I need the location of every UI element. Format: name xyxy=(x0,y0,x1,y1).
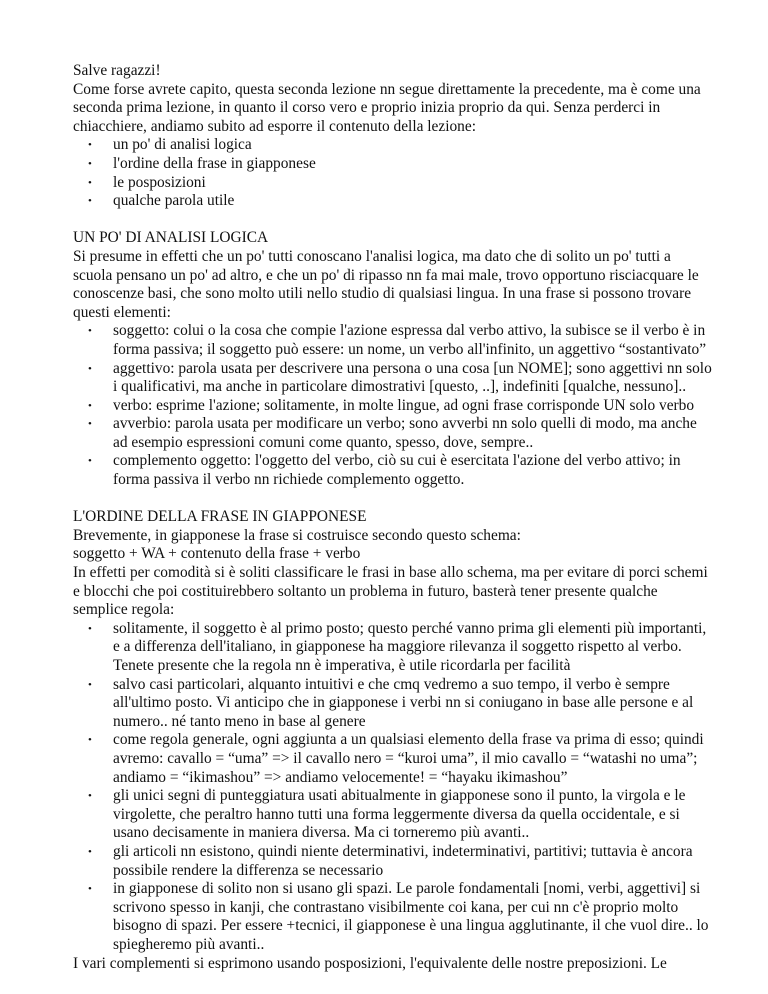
intro-paragraph: Come forse avrete capito, questa seconda lezione nn segue direttamente la precedente, ma è come una seconda prima lezione, in quanto il corso vero e proprio inizia proprio da qui. Senza perderci in chiacchiere, andiamo subito ad esporre il contenuto della lezione: xyxy=(73,80,701,135)
list-item: • l'ordine della frase in giapponese xyxy=(88,154,316,172)
list-item: • avverbio: parola usata per modificare un verbo; sono avverbi nn solo quelli di modo, ma anche ad esempio espressioni comuni come quanto, spesso, dove, sempre.. xyxy=(88,415,697,451)
list-item: • aggettivo: parola usata per descrivere una persona o una cosa [un NOME]; sono aggettivi nn solo i qualificativi, ma anche in particolare dimostrativi [questo, ..], indefiniti [qualche, nessuno].. xyxy=(88,359,712,396)
bullet-icon: • xyxy=(88,139,92,152)
bullet-icon: • xyxy=(88,622,92,635)
spacer xyxy=(73,490,713,509)
section-heading-ordine: L'ORDINE DELLA FRASE IN GIAPPONESE xyxy=(73,508,367,526)
bullet-icon: • xyxy=(88,455,92,468)
bullet-icon: • xyxy=(88,157,92,170)
list-item: • soggetto: colui o la cosa che compie l'azione espressa dal verbo attivo, la subisce se il verbo è in forma passiva; il soggetto può essere: un nome, un verbo all'infinito, un aggettivo “sostantivato” xyxy=(88,322,707,358)
bullet-icon: • xyxy=(88,362,92,375)
list-item: • complemento oggetto: l'oggetto del verbo, ciò su cui è esercitata l'azione del verbo attivo; in forma passiva il verbo nn richiede complemento oggetto. xyxy=(88,452,681,489)
lesson-contents-list xyxy=(73,136,713,210)
spacer xyxy=(73,211,713,230)
list-item: • qualche parola utile xyxy=(88,192,235,210)
list-item: • salvo casi particolari, alquanto intuitivi e che cmq vedremo a suo tempo, il verbo è sempre all'ultimo posto. Vi anticipo che in giapponese i verbi nn si coniugano in base alle persone e al numero.. né tanto meno in base al genere xyxy=(88,675,694,730)
section-heading-analisi: UN PO' DI ANALISI LOGICA xyxy=(73,229,269,247)
list-item: • in giapponese di solito non si usano gli spazi. Le parole fondamentali [nomi, verbi, aggettivi] si scrivono spesso in kanji, che contrastano visibilmente coi kana, per cui nn c'è proprio molto bisogno di spazi. Per essere +tecnici, il giapponese è una lingua agglutinante, il che vuol dire.. lo spiegheremo più avanti.. xyxy=(88,880,709,953)
bullet-icon: • xyxy=(88,399,92,412)
list-item: • gli unici segni di punteggiatura usati abitualmente in giapponese sono il punto, la virgola e le virgolette, che peraltro hanno tutti una forma leggermente diversa da quella occidentale, e si usano decisamente in maniera diversa. Ma ci torneremo più avanti.. xyxy=(88,787,686,842)
bullet-icon: • xyxy=(88,883,92,896)
list-item: • come regola generale, ogni aggiunta a un qualsiasi elemento della frase va prima di esso; quindi avremo: cavallo = “uma” => il cavallo nero = “kuroi uma”, il mio cavallo = “watashi no uma”; andiamo = “ikimashou” => andiamo velocemente! = “hayaku ikimashou” xyxy=(88,731,704,786)
bullet-icon: • xyxy=(88,176,92,189)
document-page xyxy=(73,62,713,973)
list-item: • solitamente, il soggetto è al primo posto; questo perché vanno prima gli elementi più importanti, e a differenza dell'italiano, in giapponese ha maggiore rilevanza il soggetto rispetto al verbo. Tenete presente che la regola nn è imperativa, è utile ricordarla per facilità xyxy=(88,619,707,674)
rules-list xyxy=(73,620,713,955)
section2-line-1: Brevemente, in giapponese la frase si costruisce secondo questo schema: xyxy=(73,526,521,544)
greeting: Salve ragazzi! xyxy=(73,62,161,79)
bullet-icon: • xyxy=(88,790,92,803)
list-item: • verbo: esprime l'azione; solitamente, in molte lingue, ad ogni frase corrisponde UN solo verbo xyxy=(88,396,695,414)
elements-list xyxy=(73,322,713,489)
section1-paragraph: Si presume in effetti che un po' tutti conoscano l'analisi logica, ma dato che di solito un po' tutti a scuola pensano un po' ad altro, e che un po' di ripasso nn fa mai male, trovo opportuno risciacquare le conoscenze basi, che sono molto utili nello studio di qualsiasi lingua. In una frase si possono trovare questi elementi: xyxy=(73,247,699,321)
bullet-icon: • xyxy=(88,195,92,208)
list-item: • un po' di analisi logica xyxy=(88,136,252,154)
bullet-icon: • xyxy=(88,325,92,338)
bullet-icon: • xyxy=(88,734,92,747)
list-item: • gli articoli nn esistono, quindi niente determinativi, indeterminativi, partitivi; tuttavia è ancora possibile rendere la differenza se necessario xyxy=(88,842,693,879)
bullet-icon: • xyxy=(88,418,92,431)
section2-paragraph: In effetti per comodità si è soliti classificare le frasi in base allo schema, ma per evitare di porci schemi e blocchi che poi costituirebbero soltanto un problema in futuro, basterà tener presente qualche semplice regola: xyxy=(73,564,708,619)
bullet-icon: • xyxy=(88,678,92,691)
sentence-schema: soggetto + WA + contenuto della frase + verbo xyxy=(73,545,361,563)
closing-paragraph: I vari complementi si esprimono usando posposizioni, l'equivalente delle nostre preposizioni. Le xyxy=(73,954,667,972)
bullet-icon: • xyxy=(88,845,92,858)
list-item: • le posposizioni xyxy=(88,173,206,191)
